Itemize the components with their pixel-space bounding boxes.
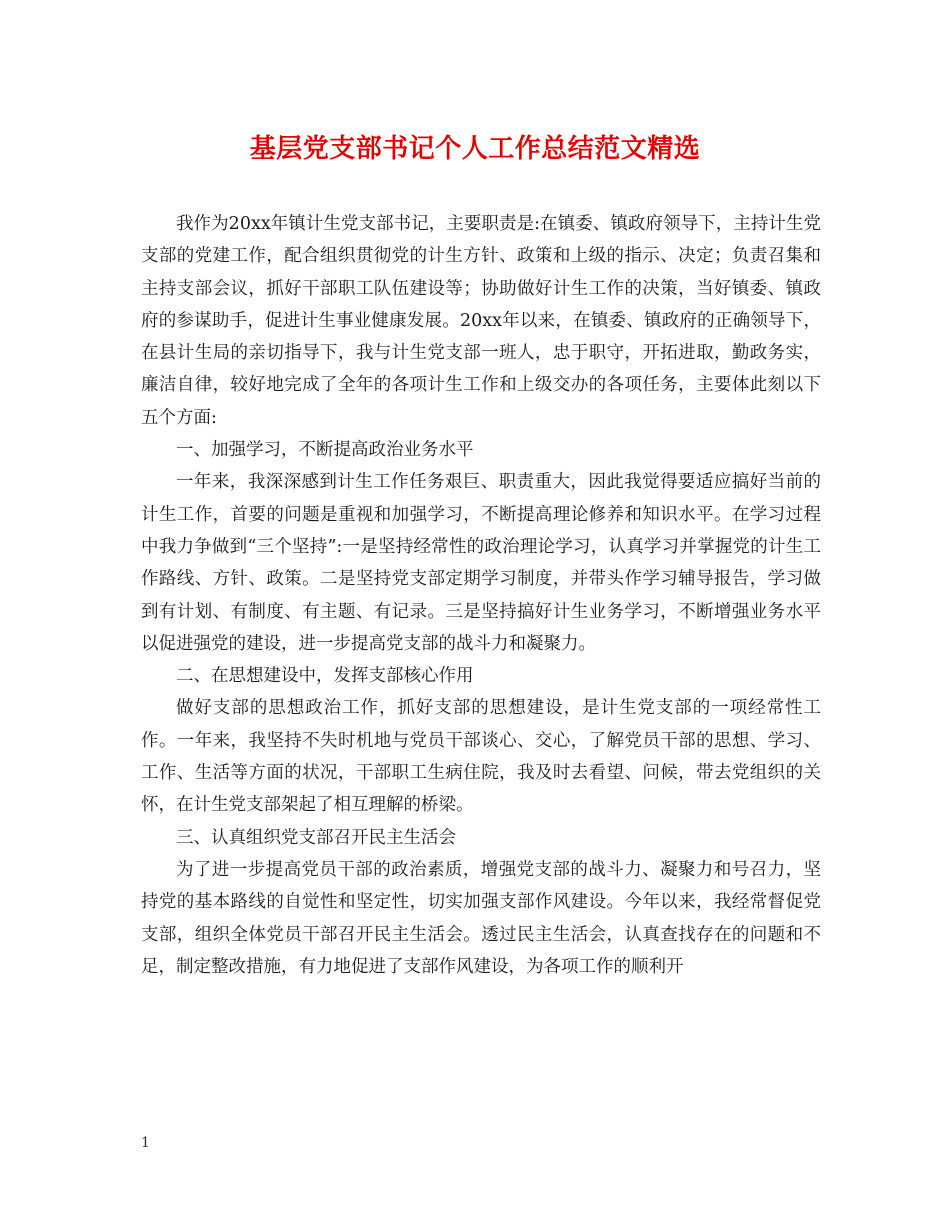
- section-heading-3: 三、认真组织党支部召开民主生活会: [176, 827, 456, 848]
- paragraph-section-2: 做好支部的思想政治工作，抓好支部的思想建设，是计生党支部的一项经常性工作。一年来，我坚持不失时机地与党员干部谈心、交心，了解党员干部的思想、学习、工作、生活等方面的状况，干部职工生病住院，我及时去看望、问候，带去党组织的关怀，在计生党支部架起了相互理解的桥梁。: [141, 698, 821, 816]
- document-body: [141, 208, 821, 983]
- paragraph-section-1: 一年来，我深深感到计生工作任务艰巨、职责重大，因此我觉得要适应搞好当前的计生工作，首要的问题是重视和加强学习，不断提高理论修养和知识水平。在学习过程中我力争做到“三个坚持”:一是坚持经常性的政治理论学习，认真学习并掌握党的计生工作路线、方针、政策。二是坚持党支部定期学习制度，并带头作学习辅导报告，学习做到有计划、有制度、有主题、有记录。三是坚持搞好计生业务学习，不断增强业务水平以促进强党的建设，进一步提高党支部的战斗力和凝聚力。: [141, 472, 821, 654]
- section-heading-1: 一、加强学习，不断提高政治业务水平: [176, 440, 474, 461]
- page-number: 1: [141, 1135, 150, 1151]
- paragraph-intro: 我作为20xx年镇计生党支部书记，主要职责是:在镇委、镇政府领导下，主持计生党支部的党建工作，配合组织贯彻党的计生方针、政策和上级的指示、决定；负责召集和主持支部会议，抓好干部职工队伍建设等；协助做好计生工作的决策，当好镇委、镇政府的参谋助手，促进计生事业健康发展。20xx年以来，在镇委、镇政府的正确领导下，在县计生局的亲切指导下，我与计生党支部一班人，忠于职守，开拓进取，勤政务实，廉洁自律，较好地完成了全年的各项计生工作和上级交办的各项任务，主要体此刻以下五个方面:: [141, 214, 821, 428]
- paragraph-section-3: 为了进一步提高党员干部的政治素质，增强党支部的战斗力、凝聚力和号召力，坚持党的基本路线的自觉性和坚定性，切实加强支部作风建设。今年以来，我经常督促党支部，组织全体党员干部召开民主生活会。透过民主生活会，认真查找存在的问题和不足，制定整改措施，有力地促进了支部作风建设，为各项工作的顺利开: [141, 859, 821, 977]
- document-title: 基层党支部书记个人工作总结范文精选: [249, 134, 701, 164]
- section-heading-2: 二、在思想建设中，发挥支部核心作用: [176, 666, 474, 687]
